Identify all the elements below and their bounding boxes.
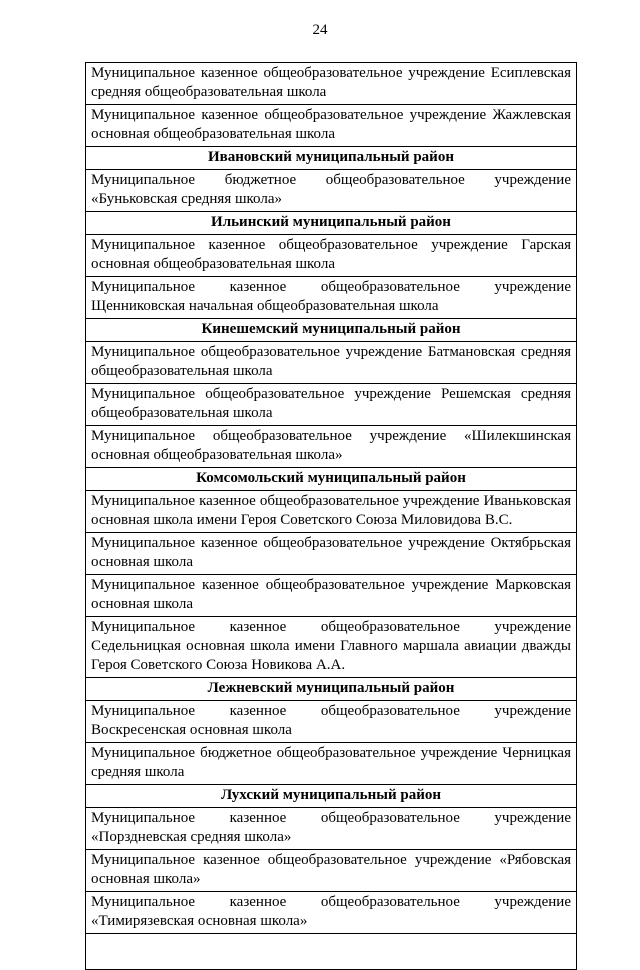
table-row: Муниципальное казенное общеобразовательное учреждение «Тимирязевская основная школа» — [86, 892, 576, 934]
table-row: Муниципальное казенное общеобразовательное учреждение Есиплевская средняя общеобразовательная школа — [86, 63, 576, 105]
table-row: Муниципальное казенное общеобразовательное учреждение Воскресенская основная школа — [86, 701, 576, 743]
table-row: Муниципальное общеобразовательное учреждение Решемская средняя общеобразовательная школа — [86, 384, 576, 426]
table-row: Муниципальное бюджетное общеобразовательное учреждение Черницкая средняя школа — [86, 743, 576, 785]
table-row: Муниципальное казенное общеобразовательное учреждение «Рябовская основная школа» — [86, 850, 576, 892]
table-row: Муниципальное казенное общеобразовательное учреждение Щенниковская начальная общеобразовательная школа — [86, 277, 576, 319]
table-row: Муниципальное казенное общеобразовательное учреждение Жажлевская основная общеобразовательная школа — [86, 105, 576, 147]
district-header-row: Лухский муниципальный район — [86, 785, 576, 808]
table-row: Муниципальное казенное общеобразовательное учреждение Седельницкая основная школа имени Главного маршала авиации дважды Героя Советского Союза Новикова А.А. — [86, 617, 576, 678]
district-header-row: Лежневский муниципальный район — [86, 678, 576, 701]
table-row: Муниципальное казенное общеобразовательное учреждение Октябрьская основная школа — [86, 533, 576, 575]
district-header-row: Ивановский муниципальный район — [86, 147, 576, 170]
table-row: Муниципальное казенное общеобразовательное учреждение Марковская основная школа — [86, 575, 576, 617]
table-row: Муниципальное казенное общеобразовательное учреждение Иваньковская основная школа имени Героя Советского Союза Миловидова В.С. — [86, 491, 576, 533]
page-number: 24 — [312, 22, 328, 38]
table-row: Муниципальное казенное общеобразовательное учреждение «Порздневская средняя школа» — [86, 808, 576, 850]
empty-row — [86, 934, 576, 969]
table-row: Муниципальное казенное общеобразовательное учреждение Гарская основная общеобразовательная школа — [86, 235, 576, 277]
district-header-row: Ильинский муниципальный район — [86, 212, 576, 235]
district-header-row: Кинешемский муниципальный район — [86, 319, 576, 342]
table-row: Муниципальное бюджетное общеобразовательное учреждение «Буньковская средняя школа» — [86, 170, 576, 212]
table-row: Муниципальное общеобразовательное учреждение Батмановская средняя общеобразовательная школа — [86, 342, 576, 384]
table-row: Муниципальное общеобразовательное учреждение «Шилекшинская основная общеобразовательная школа» — [86, 426, 576, 468]
institutions-table — [85, 62, 577, 970]
district-header-row: Комсомольский муниципальный район — [86, 468, 576, 491]
